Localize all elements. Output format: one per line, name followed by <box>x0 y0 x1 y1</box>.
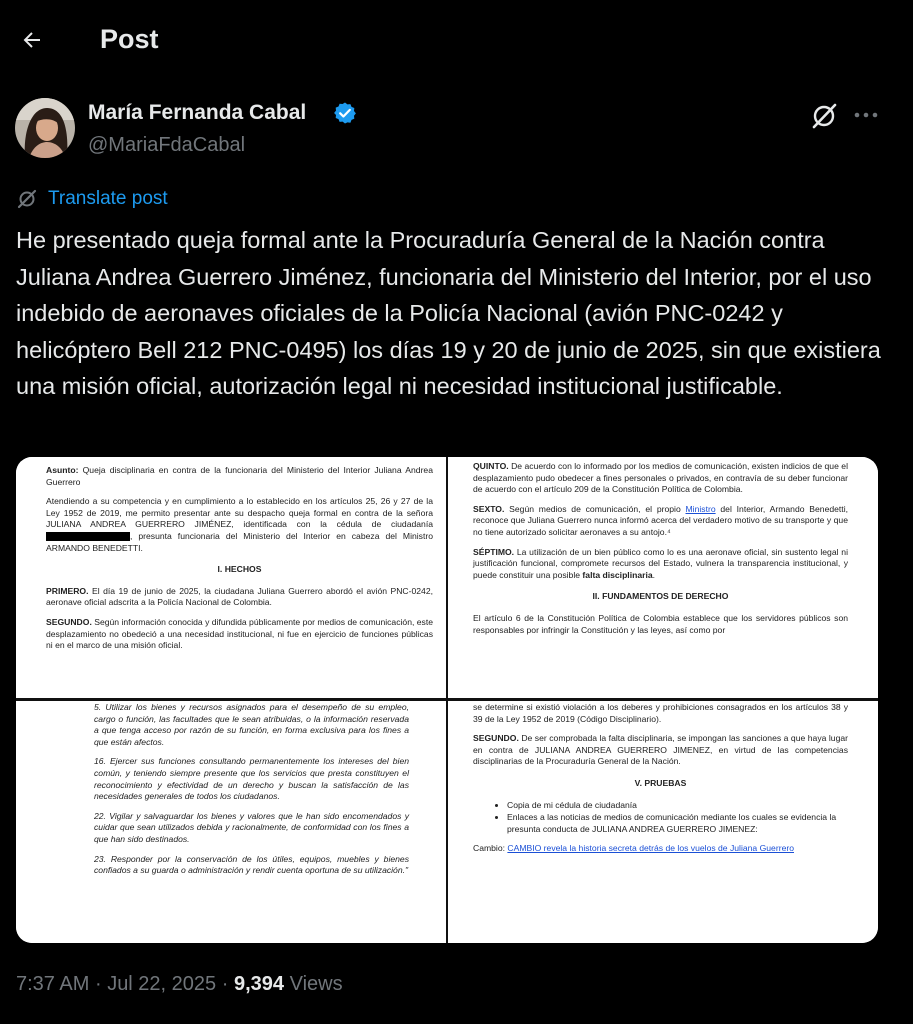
pruebas-list <box>473 800 848 836</box>
grok-button[interactable] <box>808 100 840 132</box>
redaction-bar <box>46 532 130 541</box>
cambio-label: Cambio: <box>473 843 508 854</box>
document-page-bottom-right <box>447 700 878 943</box>
petition-top-text: se determine si existió violación a los deberes y prohibiciones consagrados en los artículos 38 y 39 de la Ley 1952 de 2019 (Código Disciplinario). <box>473 702 848 724</box>
views-count: 9,394 <box>233 973 285 995</box>
avatar[interactable] <box>15 98 75 158</box>
asunto-label: Asunto: <box>46 465 79 475</box>
document-page-top-left <box>16 457 447 700</box>
septimo-bold: falta disciplinaria <box>582 569 653 580</box>
intro-text-a: Atendiendo a su competencia y en cumplimiento a lo establecido en los artículos 25, 26 y 27 de la Ley 1952 de 2019, me permito presentar ante su despacho queja formal en contra de la señora JULIANA ANDREA GUERRERO JIMÉNEZ, identificada con la cédula de ciudadanía <box>46 496 433 530</box>
post-text: He presentado queja formal ante la Procuraduría General de la Nación contra Juliana Andrea Guerrero Jiménez, funcionaria del Ministerio del Interior, por el uso indebido de aeronaves oficiales de la Policía Nacional (avión PNC-0242 y helicóptero Bell 212 PNC-0495) los días 19 y 20 de junio de 2025, sin que existiera una misión oficial, autorización legal ni necesidad institucional justificable. <box>16 227 881 399</box>
post-meta <box>16 973 343 996</box>
septimo-label: SÉPTIMO. <box>473 546 515 557</box>
quinto-label: QUINTO. <box>473 461 509 471</box>
segundo-label: SEGUNDO. <box>46 616 92 627</box>
art6-text: El artículo 6 de la Constitución Política de Colombia establece que los servidores públicos son responsables por infringir la Constitución y las leyes, así como por <box>473 612 848 635</box>
intro-text-b: , presunta funcionaria del Ministerio del Interior en cabeza del Ministro ARMANDO BENEDETTI. <box>46 530 433 553</box>
post-media-image[interactable] <box>16 457 878 943</box>
segundo-text: Según información conocida y difundida públicamente por medios de comunicación, este desplazamiento no obedeció a una necesidad institucional, ni fue en ejercicio de funciones públicas ni en el marco de una misión oficial. <box>46 616 433 651</box>
septimo-end: . <box>652 569 656 580</box>
primero-label: PRIMERO. <box>46 585 89 596</box>
pruebas-item: • Copia de mi cédula de ciudadanía <box>507 800 848 812</box>
author-handle[interactable]: @MariaFdaCabal <box>88 134 246 156</box>
document-page-top-right <box>447 457 878 700</box>
duty-item-23: 23. Responder por la conservación de los útiles, equipos, muebles y bienes confiados a su guarda o administración y rendir cuenta oportuna de su utilización." <box>94 853 409 876</box>
asunto-text: Queja disciplinaria en contra de la funcionaria del Ministerio del Interior Juliana Andrea Guerrero <box>46 465 433 487</box>
document-page-bottom-left <box>16 700 447 943</box>
sexto-text-a: Según medios de comunicación, el propio <box>504 503 686 514</box>
sexto-link: Ministro <box>685 503 716 514</box>
page-title: Post <box>100 24 159 54</box>
duty-item-16: 16. Ejercer sus funciones consultando permanentemente los intereses del bien común, y teniendo siempre presente que los servicios que presta constituyen el reconocimiento y efectividad de un derecho y buscan la satisfacción de las necesidades generales de todos los ciudadanos. <box>94 756 409 802</box>
duty-item-22: 22. Vigilar y salvaguardar los bienes y valores que le han sido encomendados y cuidar que sean utilizados debida y racionalmente, de conformidad con los fines a que han sido destinados. <box>94 810 409 844</box>
top-bar <box>0 0 913 82</box>
primero-text: El día 19 de junio de 2025, la ciudadana Juliana Guerrero abordó el avión PNC-0242, aeronave oficial adscrita a la Policía Nacional de Colombia. <box>46 585 433 608</box>
translate-post-label: Translate post <box>48 188 168 209</box>
meta-separator: · <box>94 973 102 995</box>
image-divider-vertical <box>446 457 448 943</box>
grok-translate-icon <box>16 188 38 210</box>
post-time[interactable]: 7:37 AM <box>16 973 90 995</box>
quinto-text: De acuerdo con lo informado por los medios de comunicación, existen indicios de que el desplazamiento pudo obedecer a fines personales o privados, en contravía de su deber funcionar de acuerdo con el artículo 209 de la Constitución Política de Colombia. <box>473 461 848 495</box>
translate-post-link[interactable] <box>16 188 168 210</box>
pruebas-item: • Enlaces a las noticias de medios de comunicación mediante los cuales se evidencia la presunta conducta de JULIANA ANDREA GUERRERO JIMENEZ: <box>507 812 848 835</box>
sexto-label: SEXTO. <box>473 503 505 514</box>
avatar-image <box>15 98 75 158</box>
petition-segundo-label: SEGUNDO. <box>473 733 519 744</box>
back-button[interactable] <box>14 22 50 58</box>
section-heading-hechos: I. HECHOS <box>217 564 262 575</box>
arrow-left-icon <box>20 28 44 52</box>
sexto-text-b: del Interior, Armando Benedetti, reconoce que Juliana Guerrero nunca informó acerca del verdadero motivo de su transporte y que no tiene autorizado solicitar aeronaves a su antojo.⁴ <box>473 503 848 537</box>
more-options-button[interactable] <box>852 103 880 127</box>
more-dots-icon <box>853 111 879 119</box>
section-heading-fundamentos: II. FUNDAMENTOS DE DERECHO <box>592 591 729 602</box>
grok-icon <box>808 100 840 132</box>
meta-separator: · <box>221 973 229 995</box>
duty-item-5: 5. Utilizar los bienes y recursos asignados para el desempeño de su empleo, cargo o función, las facultades que le sean atribuidas, o la información reservada a que tenga acceso por razón de su función, en forma exclusiva para los fines a que están afectos. <box>94 702 409 747</box>
cambio-link: CAMBIO revela la historia secreta detrás de los vuelos de Juliana Guerrero <box>507 843 794 854</box>
petition-segundo-text: De ser comprobada la falta disciplinaria, se impongan las sanciones a que haya lugar en contra de JULIANA ANDREA GUERRERO JIMENEZ, en virtud de las competencias disciplinarias de la Procuraduría General de la Nación. <box>473 733 848 767</box>
septimo-text: La utilización de un bien público como lo es una aeronave oficial, sin sustento legal ni justificación funcional, compromete recursos del Estado, vulnera la transparencia institucional, y puede constituir una posible <box>473 546 848 580</box>
post-date[interactable]: Jul 22, 2025 <box>107 973 217 995</box>
section-heading-pruebas: V. PRUEBAS <box>634 777 687 788</box>
views-label: Views <box>289 973 343 995</box>
verified-badge-icon <box>333 101 357 125</box>
author-name[interactable]: María Fernanda Cabal <box>88 101 307 124</box>
